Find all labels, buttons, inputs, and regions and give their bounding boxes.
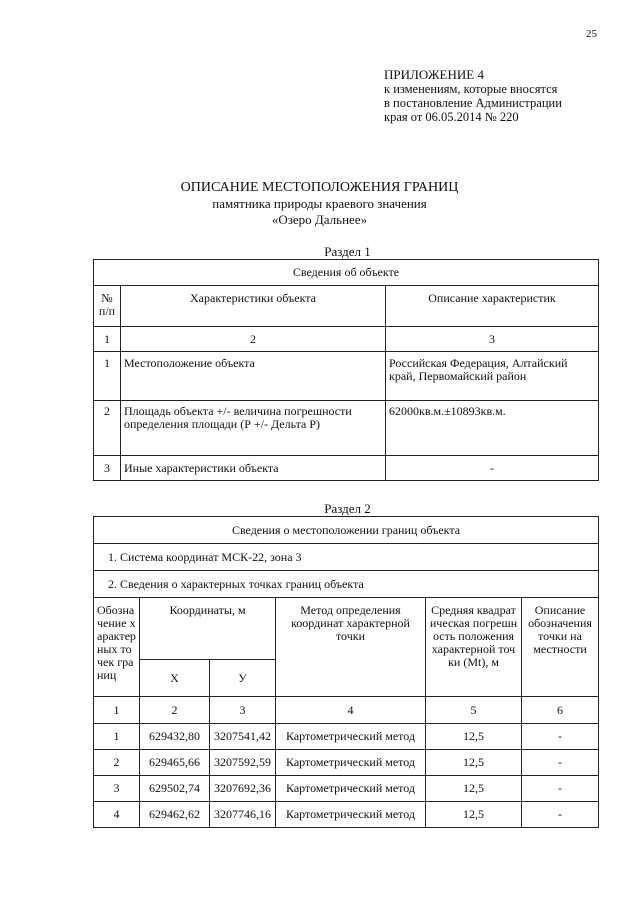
table-row [94,724,599,750]
x-value: 629502,74 [140,776,210,802]
index-cell: 3 [386,327,599,352]
index-cell: 2 [140,697,210,724]
column-header: Описание характеристик [386,286,599,327]
point-number: 2 [94,750,140,776]
title-line: памятника природы краевого значения [212,196,427,211]
row-name: Площадь объекта +/- величина погрешности определения площади (Р +/- Дельта Р) [121,401,386,456]
index-cell: 1 [94,327,121,352]
x-value: 629432,80 [140,724,210,750]
point-number: 4 [94,802,140,828]
method-header: Метод определения координат характерной точки [276,598,426,697]
y-value: 3207541,42 [210,724,276,750]
error-value: 12,5 [426,750,522,776]
document-title [0,180,639,228]
error-header: Средняя квадратическая погрешность положения характерной точки (Mt), м [426,598,522,697]
method-value: Картометрический метод [276,724,426,750]
table-row [94,352,599,401]
column-header: № п/п [94,286,121,327]
index-cell: 3 [210,697,276,724]
row-value: 62000кв.м.±10893кв.м. [386,401,599,456]
index-cell: 2 [121,327,386,352]
page-number: 25 [586,28,597,40]
method-value: Картометрический метод [276,802,426,828]
object-info-table [93,259,599,481]
point-number: 3 [94,776,140,802]
row-number: 1 [94,352,121,401]
row-value: - [386,456,599,481]
index-cell: 5 [426,697,522,724]
table-caption: Сведения о местоположении границ объекта [94,517,599,544]
appendix-line: к изменениям, которые вносятся [384,82,558,96]
boundary-points-table [93,516,599,828]
method-value: Картометрический метод [276,776,426,802]
points-caption: 2. Сведения о характерных точках границ объекта [94,571,599,598]
table-row [94,750,599,776]
row-name: Местоположение объекта [121,352,386,401]
coords-header: Координаты, м [140,598,276,660]
point-header: Обозначение характерных точек границ [94,598,140,697]
section1-label: Раздел 1 [324,244,371,259]
row-number: 2 [94,401,121,456]
column-header: Характеристики объекта [121,286,386,327]
section2-label: Раздел 2 [324,501,371,516]
appendix-line: края от 06.05.2014 № 220 [384,110,519,124]
description-value: - [522,724,599,750]
y-value: 3207692,36 [210,776,276,802]
row-value: Российская Федерация, Алтайский край, Первомайский район [386,352,599,401]
coordinate-system: 1. Система координат МСК-22, зона 3 [94,544,599,571]
row-name: Иные характеристики объекта [121,456,386,481]
table-row [94,401,599,456]
x-value: 629465,66 [140,750,210,776]
point-number: 1 [94,724,140,750]
table-row [94,802,599,828]
y-value: 3207746,16 [210,802,276,828]
description-value: - [522,750,599,776]
title-line: «Озеро Дальнее» [271,212,368,227]
method-value: Картометрический метод [276,750,426,776]
appendix-line: в постановление Администрации [384,96,562,110]
error-value: 12,5 [426,724,522,750]
appendix-block [384,68,562,124]
description-header: Описание обозначения точки на местности [522,598,599,697]
y-header: У [210,660,276,697]
table-row [94,776,599,802]
index-cell: 1 [94,697,140,724]
x-header: Х [140,660,210,697]
description-value: - [522,802,599,828]
index-cell: 4 [276,697,426,724]
table-caption: Сведения об объекте [94,260,599,286]
description-value: - [522,776,599,802]
appendix-title: ПРИЛОЖЕНИЕ 4 [384,67,484,82]
y-value: 3207592,59 [210,750,276,776]
title-line: ОПИСАНИЕ МЕСТОПОЛОЖЕНИЯ ГРАНИЦ [180,180,459,195]
row-number: 3 [94,456,121,481]
error-value: 12,5 [426,776,522,802]
index-cell: 6 [522,697,599,724]
x-value: 629462,62 [140,802,210,828]
table-row [94,456,599,481]
error-value: 12,5 [426,802,522,828]
